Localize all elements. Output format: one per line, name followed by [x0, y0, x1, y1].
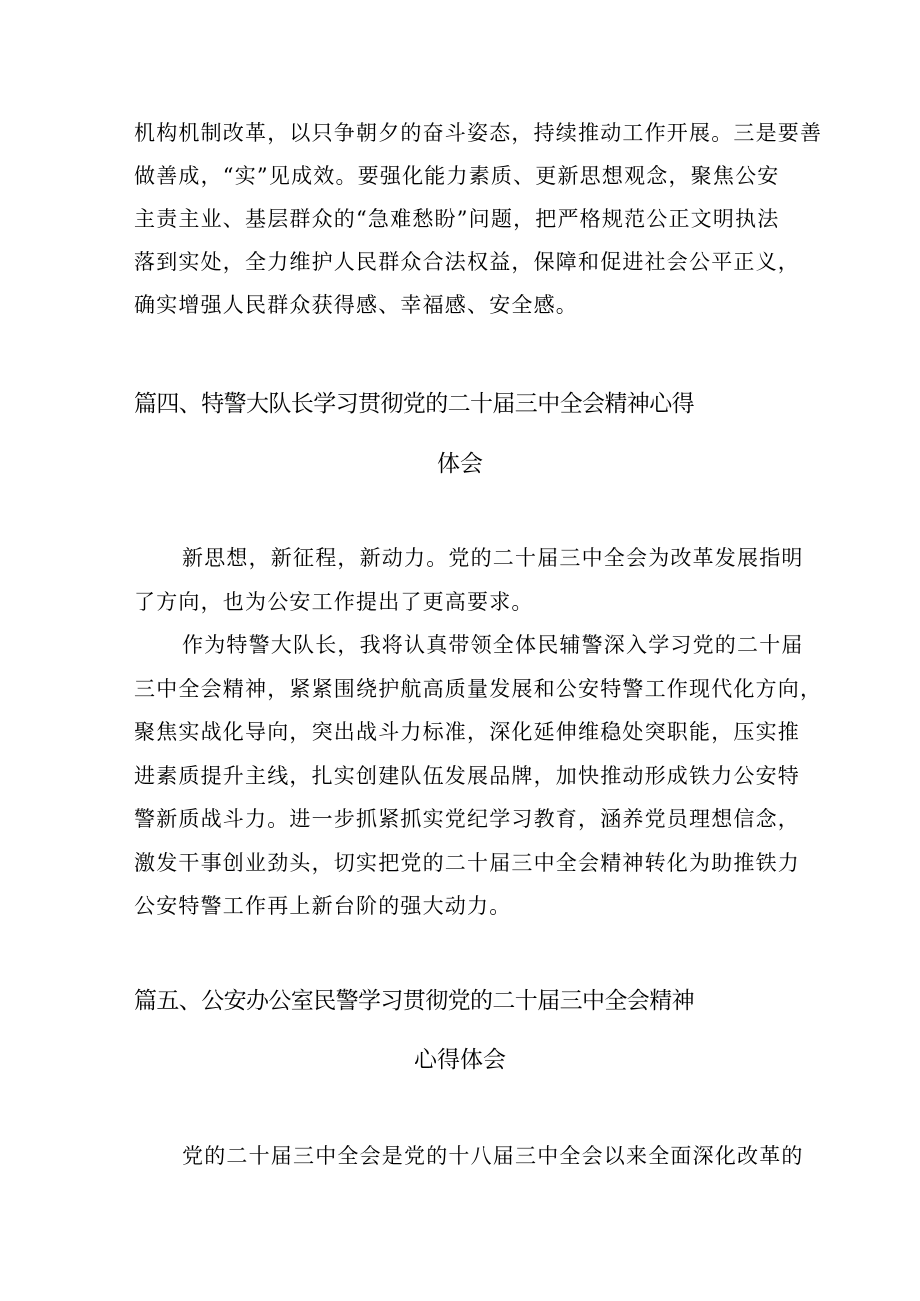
intro-line-1: 机构机制改革，以只争朝夕的奋斗姿态，持续推动工作开展。三是要善 — [134, 121, 823, 145]
s4-p2-line-5: 警新质战斗力。进一步抓紧抓实党纪学习教育，涵养党员理想信念， — [134, 807, 800, 831]
s4-p2-line-7: 公安特警工作再上新台阶的强大动力。 — [134, 894, 512, 918]
section-5-title: 篇五、公安办公室民警学习贯彻党的二十届三中全会精神 — [134, 988, 695, 1014]
s4-p2-line-4: 进素质提升主线，扎实创建队伍发展品牌，加快推动形成铁力公安特 — [134, 764, 800, 788]
section-4-title-cont: 体会 — [437, 451, 483, 477]
intro-line-3: 主责主业、基层群众的“急难愁盼”问题，把严格规范公正文明执法 — [134, 207, 780, 231]
intro-line-4: 落到实处，全力维护人民群众合法权益，保障和促进社会公平正义， — [134, 250, 800, 274]
intro-line-2: 做善成，“实”见成效。要强化能力素质、更新思想观念，聚焦公安 — [134, 164, 780, 188]
s4-p2-line-1: 作为特警大队长，我将认真带领全体民辅警深入学习党的二十届 — [182, 633, 804, 657]
s5-p1-line-1: 党的二十届三中全会是党的十八届三中全会以来全面深化改革的 — [182, 1144, 804, 1168]
s4-p1-line-1: 新思想，新征程，新动力。党的二十届三中全会为改革发展指明 — [182, 546, 804, 570]
s4-p2-line-2: 三中全会精神，紧紧围绕护航高质量发展和公安特警工作现代化方向， — [134, 677, 823, 701]
section-5-title-cont: 心得体会 — [414, 1047, 506, 1073]
s4-p2-line-6: 激发干事创业劲头，切实把党的二十届三中全会精神转化为助推铁力 — [134, 851, 800, 875]
intro-line-5: 确实增强人民群众获得感、幸福感、安全感。 — [134, 293, 578, 317]
section-4-title: 篇四、特警大队长学习贯彻党的二十届三中全会精神心得 — [134, 391, 695, 417]
s4-p2-line-3: 聚焦实战化导向，突出战斗力标准，深化延伸维稳处突职能，压实推 — [134, 720, 800, 744]
s4-p1-line-2: 了方向，也为公安工作提出了更高要求。 — [134, 590, 534, 614]
